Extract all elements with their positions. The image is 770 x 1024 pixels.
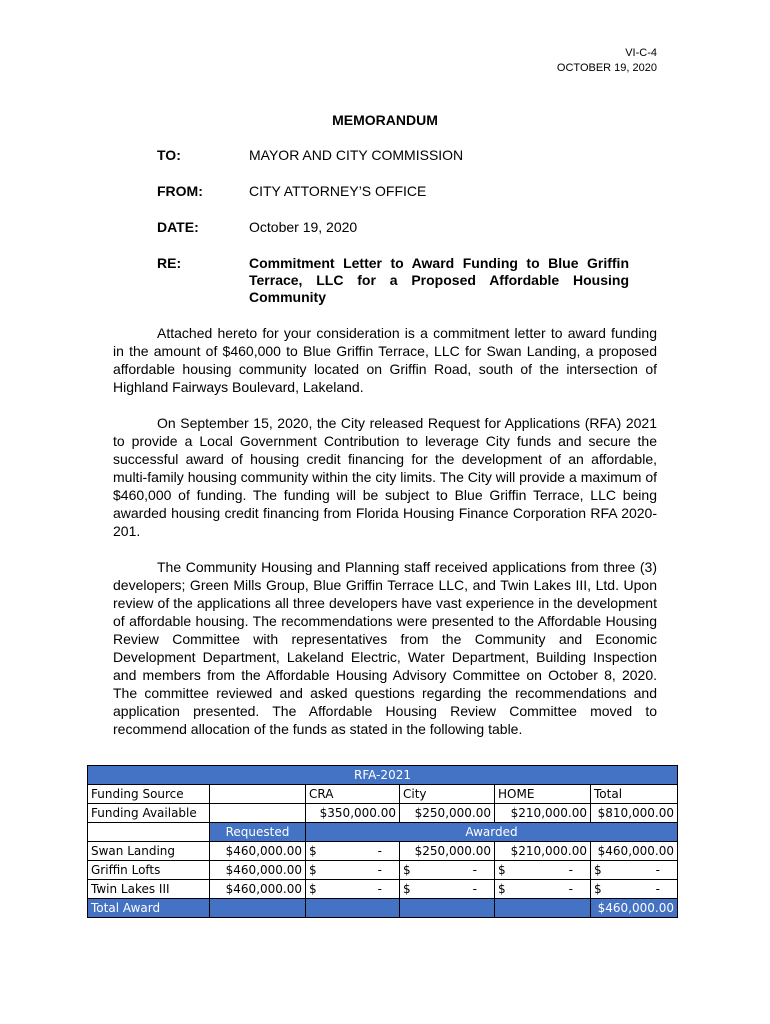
table-row: [88, 861, 678, 880]
date-value: October 19, 2020: [249, 219, 358, 235]
memo-title: MEMORANDUM: [332, 112, 438, 128]
project-name: Griffin Lofts: [88, 861, 210, 880]
project-name: Twin Lakes III: [88, 880, 210, 899]
city-award: $250,000.00: [400, 842, 495, 861]
currency-symbol: $: [594, 882, 602, 896]
available-home: $210,000.00: [495, 804, 591, 823]
to-label: TO:: [157, 147, 181, 163]
col-total: Total: [591, 785, 678, 804]
total-award-row: [88, 899, 678, 918]
currency-symbol: $: [309, 882, 317, 896]
home-award: [495, 861, 591, 880]
awarded-label: Awarded: [306, 823, 678, 842]
requested-amount: $460,000.00: [210, 861, 306, 880]
cra-award: [306, 861, 400, 880]
blank-cell: [210, 804, 306, 823]
zero-dash: -: [377, 844, 382, 858]
zero-dash: -: [655, 863, 660, 877]
total-award: [591, 861, 678, 880]
paragraph-review: The Community Housing and Planning staff received applications from three (3) developers; Green Mills Group, Blue Griffin Terrace LLC, and Twin Lakes III, Ltd. Upon review of the applications all three developers have vast experience in the development of affordable housing. The recommendations were presented to the Affordable Housing Review Committee with representatives from the Community and Economic Development Department, Lakeland Electric, Water Department, Building Inspection and members from the Affordable Housing Advisory Committee on October 8, 2020. The committee reviewed and asked questions regarding the recommendations and application presented. The Affordable Housing Review Committee moved to recommend allocation of the funds as stated in the following table.: [113, 559, 657, 737]
currency-symbol: $: [309, 863, 317, 877]
available-city: $250,000.00: [400, 804, 495, 823]
requested-amount: $460,000.00: [210, 880, 306, 899]
re-value: Commitment Letter to Award Funding to Blue Griffin Terrace, LLC for a Proposed Affordable Housing Community: [249, 255, 629, 305]
blank-cell: [306, 899, 400, 918]
currency-symbol: $: [403, 882, 411, 896]
blank-cell: [210, 899, 306, 918]
requested-amount: $460,000.00: [210, 842, 306, 861]
project-name: Swan Landing: [88, 842, 210, 861]
cra-award: [306, 842, 400, 861]
currency-symbol: $: [403, 863, 411, 877]
col-city: City: [400, 785, 495, 804]
blank-cell: [88, 823, 210, 842]
funding-table: [87, 765, 678, 918]
table-header-row: [88, 785, 678, 804]
table-row: [88, 880, 678, 899]
blank-cell: [400, 899, 495, 918]
requested-label: Requested: [210, 823, 306, 842]
funding-source-label: Funding Source: [88, 785, 210, 804]
city-award: [400, 880, 495, 899]
city-award: [400, 861, 495, 880]
zero-dash: -: [377, 882, 382, 896]
currency-symbol: $: [594, 863, 602, 877]
cra-award: [306, 880, 400, 899]
total-award: $460,000.00: [591, 842, 678, 861]
col-home: HOME: [495, 785, 591, 804]
table-row: [88, 842, 678, 861]
table-title-row: [88, 766, 678, 785]
total-award: [591, 880, 678, 899]
zero-dash: -: [472, 863, 477, 877]
zero-dash: -: [568, 882, 573, 896]
currency-symbol: $: [498, 882, 506, 896]
reference-date: OCTOBER 19, 2020: [556, 62, 657, 74]
reference-code: VI-C-4: [625, 47, 657, 59]
total-award-value: $460,000.00: [591, 899, 678, 918]
paragraph-rfa: On September 15, 2020, the City released Request for Applications (RFA) 2021 to provide a Local Government Contribution to leverage City funds and secure the successful award of housing credit financing for the development of an affordable, multi-family housing community within the city limits. The City will provide a maximum of $460,000 of funding. The funding will be subject to Blue Griffin Terrace, LLC being awarded housing credit financing from Florida Housing Finance Corporation RFA 2020-201.: [113, 415, 657, 539]
from-label: FROM:: [157, 183, 203, 199]
section-header-row: [88, 823, 678, 842]
col-cra: CRA: [306, 785, 400, 804]
zero-dash: -: [568, 863, 573, 877]
to-value: MAYOR AND CITY COMMISSION: [249, 147, 464, 163]
home-award: $210,000.00: [495, 842, 591, 861]
re-label: RE:: [157, 255, 182, 271]
table-title: RFA-2021: [88, 766, 678, 785]
document-reference: [557, 46, 657, 76]
funding-available-row: [88, 804, 678, 823]
date-label: DATE:: [157, 219, 199, 235]
zero-dash: -: [377, 863, 382, 877]
total-award-label: Total Award: [88, 899, 210, 918]
funding-available-label: Funding Available: [88, 804, 210, 823]
paragraph-intro: Attached hereto for your consideration is a commitment letter to award funding in the amount of $460,000 to Blue Griffin Terrace, LLC for Swan Landing, a proposed affordable housing community located on Griffin Road, south of the intersection of Highland Fairways Boulevard, Lakeland.: [113, 325, 657, 395]
zero-dash: -: [655, 882, 660, 896]
currency-symbol: $: [498, 863, 506, 877]
zero-dash: -: [472, 882, 477, 896]
home-award: [495, 880, 591, 899]
blank-cell: [210, 785, 306, 804]
available-cra: $350,000.00: [306, 804, 400, 823]
blank-cell: [495, 899, 591, 918]
currency-symbol: $: [309, 844, 317, 858]
available-total: $810,000.00: [591, 804, 678, 823]
from-value: CITY ATTORNEY’S OFFICE: [249, 183, 427, 199]
